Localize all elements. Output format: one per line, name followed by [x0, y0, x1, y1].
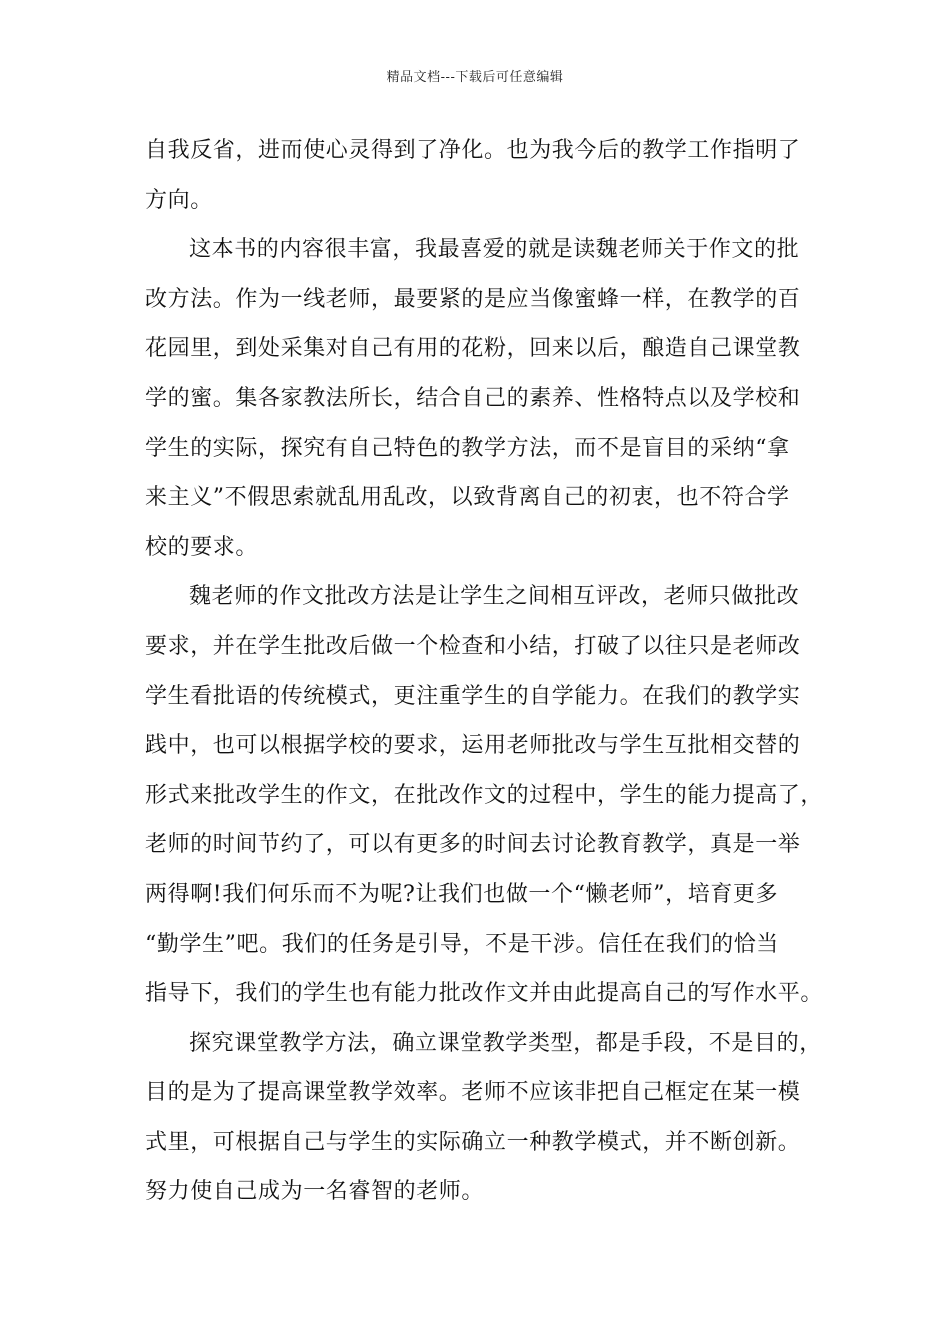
text-line: 改方法。作为一线老师，最要紧的是应当像蜜蜂一样，在教学的百	[145, 286, 801, 312]
text-line: 学生的实际，探究有自己特色的教学方法，而不是盲目的采纳“拿	[145, 435, 790, 461]
text-line: 努力使自己成为一名睿智的老师。	[145, 1179, 485, 1205]
text-line: “勤学生”吧。我们的任务是引导，不是干涉。信任在我们的恰当	[145, 931, 779, 957]
text-line: 要求，并在学生批改后做一个检查和小结，打破了以往只是老师改	[145, 633, 801, 659]
text-line: 花园里，到处采集对自己有用的花粉，回来以后，酿造自己课堂教	[145, 336, 801, 362]
text-line: 自我反省，进而使心灵得到了净化。也为我今后的教学工作指明了	[145, 138, 801, 163]
text-line: 践中，也可以根据学校的要求，运用老师批改与学生互批相交替的	[145, 733, 801, 759]
text-line: 老师的时间节约了，可以有更多的时间去讨论教育教学，真是一举	[145, 832, 801, 858]
page-header: 精品文档---下载后可任意编辑	[386, 70, 564, 85]
text-line: 学生看批语的传统模式，更注重学生的自学能力。在我们的教学实	[145, 683, 801, 709]
text-line: 指导下，我们的学生也有能力批改作文并由此提高自己的写作水平。	[145, 981, 824, 1007]
text-line: 两得啊!我们何乐而不为呢?让我们也做一个“懒老师”，培育更多	[145, 881, 779, 907]
text-line: 学的蜜。集各家教法所长，结合自己的素养、性格特点以及学校和	[145, 385, 801, 411]
text-line: 式里，可根据自己与学生的实际确立一种教学模式，并不断创新。	[145, 1129, 801, 1155]
paragraph-start-line: 魏老师的作文批改方法是让学生之间相互评改，老师只做批改	[189, 584, 800, 610]
text-line: 形式来批改学生的作文，在批改作文的过程中，学生的能力提高了，	[145, 782, 824, 808]
text-line: 来主义”不假思索就乱用乱改，以致背离自己的初衷，也不符合学	[145, 485, 790, 511]
paragraph-start-line: 探究课堂教学方法，确立课堂教学类型，都是手段，不是目的，	[189, 1030, 822, 1056]
text-line: 校的要求。	[145, 534, 259, 560]
paragraph-start-line: 这本书的内容很丰富，我最喜爱的就是读魏老师关于作文的批	[189, 237, 800, 263]
document-body	[145, 126, 824, 1217]
text-line: 目的是为了提高课堂教学效率。老师不应该非把自己框定在某一模	[145, 1080, 801, 1106]
text-line: 方向。	[145, 187, 213, 213]
